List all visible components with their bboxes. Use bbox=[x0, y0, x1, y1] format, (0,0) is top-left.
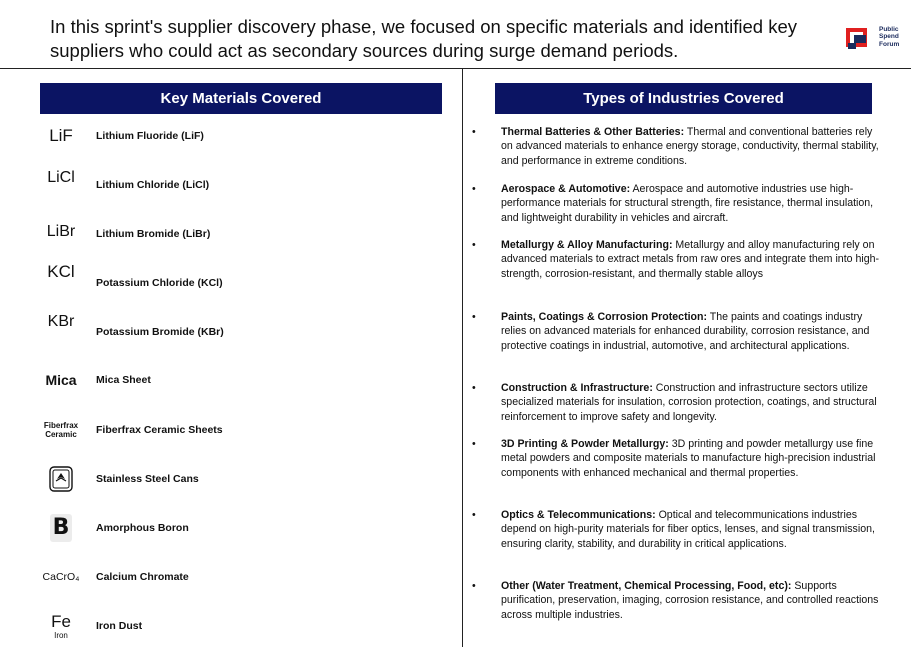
cacro4-formula-icon: CaCrO₄ bbox=[42, 571, 80, 583]
column-divider bbox=[462, 69, 463, 647]
logo-wordmark: Public Spend Forum bbox=[879, 26, 900, 48]
boron-icon: B bbox=[50, 514, 72, 542]
material-label: Lithium Chloride (LiCl) bbox=[96, 178, 210, 191]
material-label: Mica Sheet bbox=[96, 374, 151, 386]
material-row-cacro4 bbox=[40, 557, 440, 597]
material-label: Iron Dust bbox=[96, 620, 143, 632]
materials-section-title: Key Materials Covered bbox=[40, 83, 442, 114]
material-label: Fiberfrax Ceramic Sheets bbox=[96, 424, 223, 436]
material-row-stainless bbox=[40, 459, 440, 499]
material-row-lif bbox=[40, 116, 440, 156]
bullet: • bbox=[472, 239, 476, 251]
bullet: • bbox=[472, 311, 476, 323]
industry-name: Paints, Coatings & Corrosion Protection: bbox=[501, 311, 708, 323]
industry-name: Other (Water Treatment, Chemical Processing, Food, etc): bbox=[501, 580, 792, 592]
iron-element-icon bbox=[40, 606, 82, 646]
industry-name: 3D Printing & Powder Metallurgy: bbox=[501, 438, 669, 450]
material-row-kbr bbox=[40, 306, 440, 346]
libr-formula-icon: LiBr bbox=[46, 223, 76, 240]
lif-formula-icon: LiF bbox=[49, 126, 73, 145]
material-label: Potassium Bromide (KBr) bbox=[96, 326, 224, 338]
material-label: Amorphous Boron bbox=[96, 522, 189, 534]
material-label: Stainless Steel Cans bbox=[96, 473, 199, 485]
iron-symbol: Fe bbox=[51, 611, 71, 631]
material-label: Potassium Chloride (KCl) bbox=[96, 277, 223, 290]
boron-icon-wrap bbox=[40, 508, 82, 548]
material-label: Lithium Bromide (LiBr) bbox=[96, 228, 211, 240]
industry-name: Metallurgy & Alloy Manufacturing: bbox=[501, 239, 673, 251]
material-label: Calcium Chromate bbox=[96, 571, 189, 583]
psf-logo-icon bbox=[845, 26, 870, 51]
industry-name: Aerospace & Automotive: bbox=[501, 183, 631, 195]
mica-icon: Mica bbox=[45, 372, 77, 388]
industry-description: Thermal and conventional batteries rely on advanced materials to enhance energy storage, conductivity, thermal stability, and performance in extreme conditions. bbox=[501, 126, 879, 167]
kbr-formula-icon: KBr bbox=[47, 313, 75, 330]
stainless-steel-icon bbox=[40, 459, 82, 499]
iron-name: Iron bbox=[54, 630, 68, 640]
bullet: • bbox=[472, 126, 476, 138]
industry-description: Metallurgy and alloy manufacturing rely on advanced materials to extract metals from raw ores and integrate them into high-strength, corrosion-resistant, and thermally stable alloys bbox=[501, 239, 880, 280]
industry-description: Aerospace and automotive industries use high-performance materials for structural strength, fire resistance, thermal insulation, and lightweight durability in vehicles and aircraft. bbox=[501, 183, 874, 224]
material-row-fiberfrax bbox=[40, 410, 440, 450]
material-row-licl bbox=[40, 160, 440, 200]
page-intro-text: In this sprint's supplier discovery phase, we focused on specific materials and identified key suppliers who could act as secondary sources during surge demand periods. bbox=[50, 16, 797, 61]
bullet: • bbox=[472, 183, 476, 195]
industry-name: Optics & Telecommunications: bbox=[501, 509, 656, 521]
licl-formula-icon: LiCl bbox=[47, 169, 75, 186]
header-divider bbox=[0, 68, 911, 69]
material-row-mica bbox=[40, 360, 440, 400]
material-row-libr bbox=[40, 212, 440, 252]
material-row-kcl bbox=[40, 256, 440, 296]
stainless-steel-badge-icon bbox=[49, 466, 73, 492]
industry-description: Supports purification, preservation, imaging, corrosion resistance, and controlled reactions across multiple industries. bbox=[501, 580, 879, 621]
industry-name: Construction & Infrastructure: bbox=[501, 382, 653, 394]
industry-description: The paints and coatings industry relies on advanced materials for enhanced durability, corrosion resistance, and protective coatings in industrial, automotive, and architectural applications. bbox=[501, 311, 870, 352]
material-label: Lithium Fluoride (LiF) bbox=[96, 130, 204, 142]
industries-section-title: Types of Industries Covered bbox=[495, 83, 872, 114]
material-row-iron bbox=[40, 606, 440, 646]
industry-description: Optical and telecommunications industries depend on high-purity materials for fiber optics, lenses, and signal transmission, ensuring clarity, stability, and durability in critical applications. bbox=[501, 509, 875, 550]
fiberfrax-logo-icon: Fiberfrax Ceramic bbox=[43, 421, 79, 439]
industry-description: 3D printing and powder metallurgy use fine metal powders and composite materials to manufacture high-precision industrial components with enhanced mechanical and thermal properties. bbox=[501, 438, 876, 479]
industry-name: Thermal Batteries & Other Batteries: bbox=[501, 126, 685, 138]
bullet: • bbox=[472, 382, 476, 394]
bullet: • bbox=[472, 580, 476, 592]
material-row-boron bbox=[40, 508, 440, 548]
bullet: • bbox=[472, 509, 476, 521]
industry-description: Construction and infrastructure sectors utilize specialized materials for insulation, corrosion protection, coatings, and structural reinforcement to improve safety and longevity. bbox=[501, 382, 877, 423]
bullet: • bbox=[472, 438, 476, 450]
kcl-formula-icon: KCl bbox=[47, 262, 75, 281]
psf-logo bbox=[845, 26, 905, 54]
